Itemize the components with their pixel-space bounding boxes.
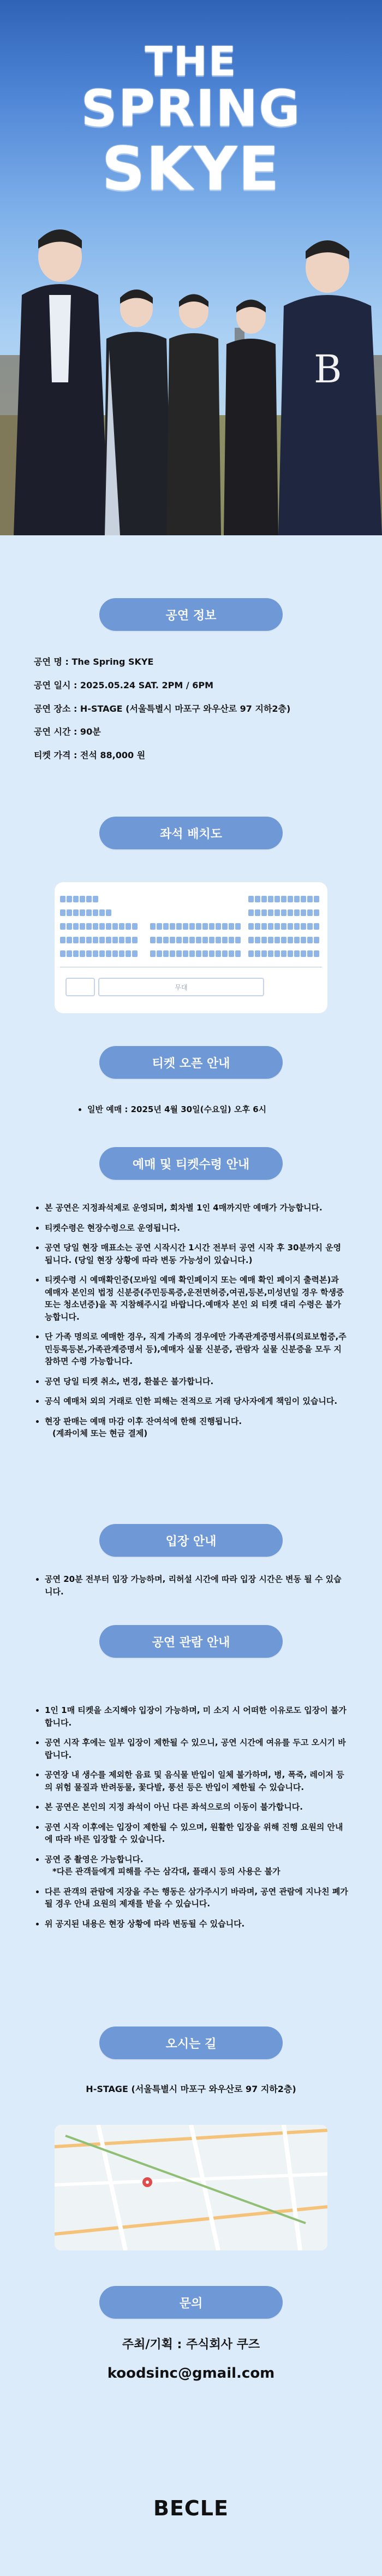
section-title-viewing: 공연 관람 안내 [99, 1625, 283, 1658]
hero-poster [0, 0, 382, 535]
directions-address: H-STAGE (서울특별시 마포구 와우산로 97 지하2층) [86, 2084, 296, 2094]
booking-item: • 티켓수령 시 예매확인증(모바일 예매 확인페이지 또는 예매 확인 페이지 출력본)과 예매자 본인의 법정 신분증(주민등록증,운전면허증,여권,등본,미성년일 경우 학생증 또는 청소년증)을 꼭 지참해주시길 바랍니다.예매자 본인 외 티켓 대리 수령은 불가능합니다. [45, 1274, 348, 1323]
viewing-item: • 공연 시작 이후에는 입장이 제한될 수 있으며, 원활한 입장을 위해 진행 요원의 안내에 따라 바른 입장할 수 있습니다. [45, 1821, 348, 1846]
booking-item: • 공연 당일 티켓 취소, 변경, 환불은 불가합니다. [45, 1375, 348, 1388]
viewing-item [45, 1853, 348, 1878]
booking-item: • 공연 당일 현장 매표소는 공연 시작시간 1시간 전부터 공연 시작 후 30분까지 운영됩니다. (당일 현장 상황에 따라 변동 가능성이 있습니다.) [45, 1242, 348, 1266]
section-title-seating: 좌석 배치도 [99, 817, 283, 849]
booking-item: • 본 공연은 지정좌석제로 운영되며, 회차별 1인 4매까지만 예매가 가능합니다. [45, 1202, 348, 1214]
hero-title-line-3: SKYE [102, 134, 280, 204]
viewing-item: • 다른 관객의 관람에 지장을 주는 행동은 삼가주시기 바라며, 공연 관람에 지나친 폐가 될 경우 안내 요원의 제재를 받을 수 있습니다. [45, 1886, 348, 1910]
stage-area: 무대 [98, 978, 264, 996]
viewing-item: • 위 공지된 내용은 현장 상황에 따라 변동될 수 있습니다. [45, 1918, 348, 1930]
seat-row [248, 937, 319, 944]
seat-row [150, 937, 241, 944]
seat-row [248, 896, 319, 903]
section-title-entry: 입장 안내 [99, 1524, 283, 1557]
viewing-sub-note: *다른 관객들에게 피해를 주는 삼각대, 플래시 등의 사용은 불가 [52, 1866, 280, 1876]
info-date-line: 공연 일시 : 2025.05.24 SAT. 2PM / 6PM [34, 680, 214, 690]
info-price-line: 티켓 가격 : 전석 88,000 원 [34, 750, 146, 761]
section-title-booking: 예매 및 티켓수령 안내 [99, 1147, 283, 1180]
viewing-item-text: 공연 중 촬영은 가능합니다. [45, 1854, 144, 1864]
ticket-open-list [76, 1103, 348, 1124]
seat-row [60, 909, 111, 917]
map-graphic [55, 2125, 327, 2250]
section-title-ticket-open: 티켓 오픈 안내 [99, 1046, 283, 1079]
seat-row [248, 950, 319, 958]
location-map[interactable] [55, 2125, 327, 2250]
ticket-open-item: • 일반 예매 : 2025년 4월 30일(수요일) 오후 6시 [87, 1103, 348, 1116]
booking-item: • 티켓수령은 현장수령으로 운영됩니다. [45, 1222, 348, 1234]
booking-item: • 공식 예매처 외의 거래로 인한 피해는 전적으로 거래 당사자에게 책임이 있습니다. [45, 1395, 348, 1408]
section-title-performance-info: 공연 정보 [99, 598, 283, 631]
performance-info-list [34, 655, 348, 772]
viewing-item: • 본 공연은 본인의 지정 좌석이 아닌 다른 좌석으로의 이동이 불가합니다. [45, 1801, 348, 1813]
hero-title-line-1: THE [145, 38, 237, 85]
seat-row [60, 950, 138, 958]
entry-list [34, 1573, 348, 1605]
seat-row [150, 950, 241, 958]
info-duration-line: 공연 시간 : 90분 [34, 726, 101, 737]
viewing-item: • 공연장 내 생수를 제외한 음료 및 음식물 반입이 일체 불가하며, 병, 폭죽, 레이저 등의 위험 물질과 반려동물, 꽃다발, 풍선 등은 반입이 제한될 수 있습니다. [45, 1769, 348, 1793]
hero-title-line-2: SPRING [81, 79, 301, 138]
seat-row [60, 896, 98, 903]
viewing-item: • 1인 1매 티켓을 소지해야 입장이 가능하며, 미 소지 시 어떠한 이유로도 입장이 불가합니다. [45, 1704, 348, 1729]
viewing-list [34, 1704, 348, 1937]
booking-item [45, 1415, 348, 1440]
seat-row [150, 923, 241, 931]
booking-item: • 단 가족 명의로 예매한 경우, 직계 가족의 경우에만 가족관계증명서류(의료보험증,주민등록등본,가족관계증명서 등),예매자 실물 신분증, 관람자 실물 신분증을 모두 지참하면 수령 가능합니다. [45, 1331, 348, 1368]
svg-text:B: B [314, 347, 342, 392]
section-title-directions: 오시는 길 [99, 2026, 283, 2059]
booking-sub-note: (계좌이체 또는 현금 결제) [52, 1428, 148, 1438]
seat-row [248, 923, 319, 931]
seat-row [60, 923, 138, 931]
booking-list [34, 1202, 348, 1447]
contact-email[interactable]: koodsinc@gmail.com [107, 2365, 275, 2382]
booking-item-text: 현장 판매는 예매 마감 이후 잔여석에 한해 진행됩니다. [45, 1416, 242, 1426]
info-title-line: 공연 명 : The Spring SKYE [34, 657, 154, 667]
info-venue-line: 공연 장소 : H-STAGE (서울특별시 마포구 와우산로 97 지하2층) [34, 703, 291, 714]
contact-host: 주최/기획 : 주식회사 쿠즈 [122, 2338, 260, 2352]
section-title-contact: 문의 [99, 2286, 283, 2319]
control-booth [65, 978, 95, 996]
seat-row [60, 937, 138, 944]
entry-item: • 공연 20분 전부터 입장 가능하며, 리허설 시간에 따라 입장 시간은 변동 될 수 있습니다. [45, 1573, 348, 1598]
seat-row [248, 909, 319, 917]
viewing-item: • 공연 시작 후에는 일부 입장이 제한될 수 있으니, 공연 시간에 여유를 두고 오시기 바랍니다. [45, 1736, 348, 1761]
footer-logo: BECLE [153, 2496, 229, 2520]
